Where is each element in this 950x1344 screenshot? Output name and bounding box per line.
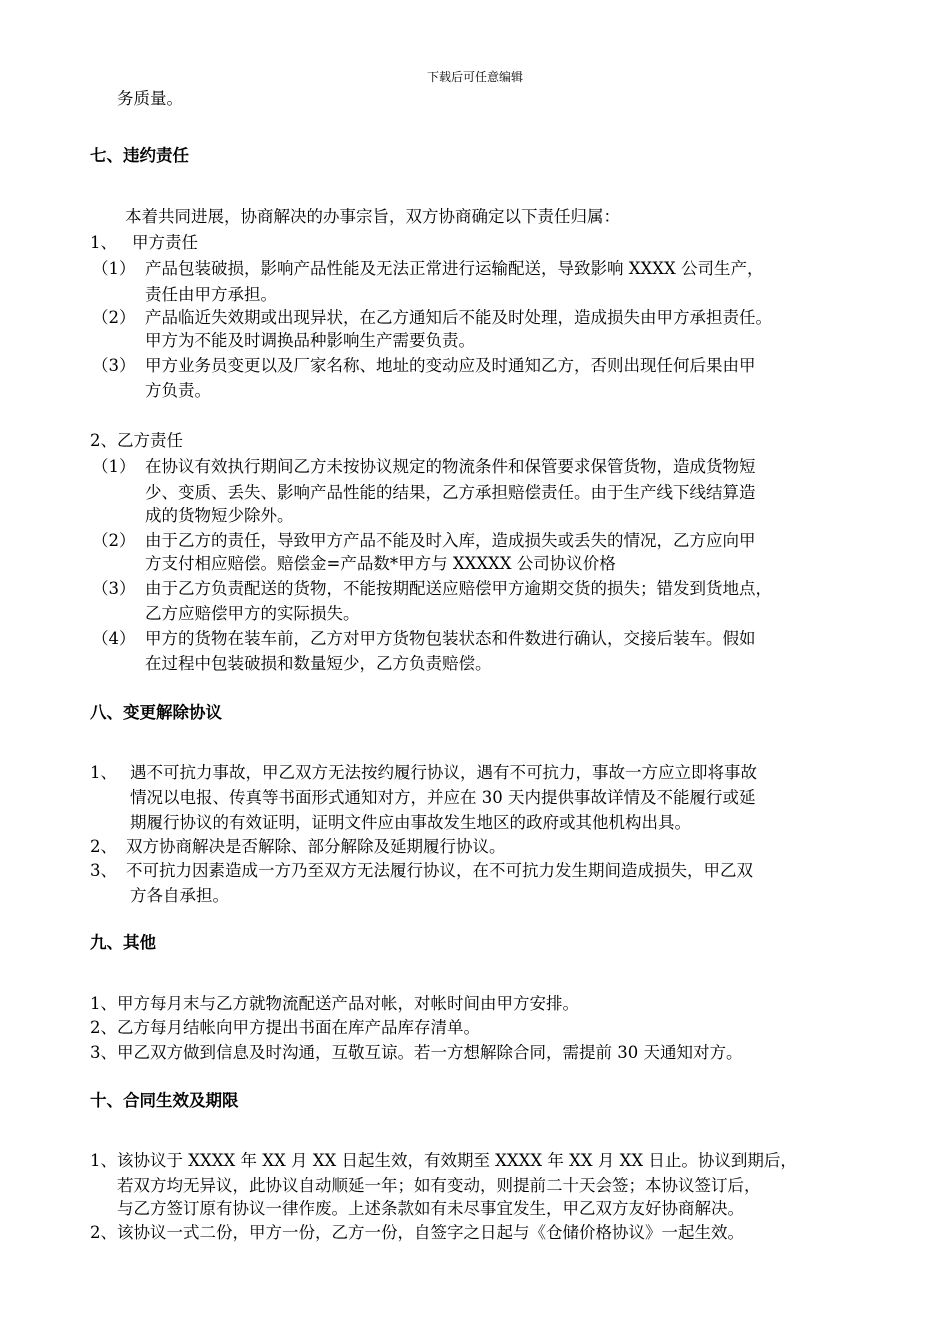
text-line: 1、甲方每月末与乙方就物流配送产品对帐，对帐时间由甲方安排。	[90, 994, 579, 1013]
text-line: 成的货物短少除外。	[145, 506, 294, 525]
text-line: 双方协商解决是否解除、部分解除及延期履行协议。	[126, 837, 506, 856]
list-number: （1）	[92, 259, 136, 278]
text-line: 本着共同进展，协商解决的办事宗旨，双方协商确定以下责任归属：	[125, 207, 620, 226]
text-line: 务质量。	[117, 89, 183, 108]
text-line: 2、乙方每月结帐向甲方提出书面在库产品库存清单。	[90, 1018, 480, 1037]
text-line: 与乙方签订原有协议一律作废。上述条款如有未尽事宜发生，甲乙双方友好协商解决。	[117, 1199, 744, 1218]
text-line: 方负责。	[145, 381, 211, 400]
text-line: 期履行协议的有效证明，证明文件应由事故发生地区的政府或其他机构出具。	[130, 813, 691, 832]
text-line: 在过程中包装破损和数量短少，乙方负责赔偿。	[145, 654, 492, 673]
section-heading-9: 九、其他	[90, 933, 156, 952]
section-heading-10: 十、合同生效及期限	[90, 1091, 239, 1110]
text-line: 遇不可抗力事故，甲乙双方无法按约履行协议，遇有不可抗力，事故一方应立即将事故	[130, 763, 757, 782]
list-number: （3）	[92, 579, 136, 598]
text-line: 由于乙方的责任，导致甲方产品不能及时入库，造成损失或丢失的情况，乙方应向甲	[145, 531, 756, 550]
list-number: 3、	[90, 861, 117, 880]
list-number: （1）	[92, 457, 136, 476]
section-heading-8: 八、变更解除协议	[90, 703, 222, 722]
text-line: 产品临近失效期或出现异状，在乙方通知后不能及时处理，造成损失由甲方承担责任。	[145, 308, 772, 327]
page-header: 下载后可任意编辑	[426, 70, 523, 84]
list-number: 2、	[90, 837, 117, 856]
section-heading-7: 七、违约责任	[90, 146, 189, 165]
text-line: 方支付相应赔偿。赔偿金=产品数*甲方与 XXXXX 公司协议价格	[145, 554, 616, 573]
text-line: 甲方的货物在装车前，乙方对甲方货物包装状态和件数进行确认，交接后装车。假如	[145, 629, 756, 648]
text-line: 不可抗力因素造成一方乃至双方无法履行协议，在不可抗力发生期间造成损失，甲乙双	[126, 861, 753, 880]
text-line: 2、乙方责任	[90, 431, 183, 450]
text-line: 方各自承担。	[130, 886, 229, 905]
list-number: 1、	[90, 763, 117, 782]
text-line: 3、甲乙双方做到信息及时沟通，互敬互谅。若一方想解除合同，需提前 30 天通知对方。	[90, 1043, 743, 1062]
list-number: （2）	[92, 308, 136, 327]
text-line: 责任由甲方承担。	[145, 285, 277, 304]
text-line: 1、该协议于 XXXX 年 XX 月 XX 日起生效，有效期至 XXXX 年 XX 月 XX 日止。协议到期后，	[90, 1151, 797, 1170]
text-line: 在协议有效执行期间乙方未按协议规定的物流条件和保管要求保管货物，造成货物短	[145, 457, 756, 476]
text-line: 若双方均无异议，此协议自动顺延一年；如有变动，则提前二十天会签；本协议签订后，	[117, 1176, 761, 1195]
list-number: （4）	[92, 629, 136, 648]
list-number: （3）	[92, 356, 136, 375]
text-line: 甲方业务员变更以及厂家名称、地址的变动应及时通知乙方，否则出现任何后果由甲	[145, 356, 756, 375]
text-line: 少、变质、丢失、影响产品性能的结果，乙方承担赔偿责任。由于生产线下线结算造	[145, 483, 756, 502]
text-line: 甲方责任	[132, 233, 198, 252]
text-line: 由于乙方负责配送的货物，不能按期配送应赔偿甲方逾期交货的损失；错发到货地点，	[145, 579, 772, 598]
text-line: 甲方为不能及时调换品种影响生产需要负责。	[145, 331, 475, 350]
list-number: 1、	[90, 233, 117, 252]
text-line: 乙方应赔偿甲方的实际损失。	[145, 604, 360, 623]
text-line: 2、该协议一式二份，甲方一份，乙方一份，自签字之日起与《仓储价格协议》一起生效。	[90, 1223, 744, 1242]
text-line: 产品包装破损，影响产品性能及无法正常进行运输配送，导致影响 XXXX 公司生产，	[145, 259, 764, 278]
list-number: （2）	[92, 531, 136, 550]
text-line: 情况以电报、传真等书面形式通知对方，并应在 30 天内提供事故详情及不能履行或延	[130, 788, 756, 807]
